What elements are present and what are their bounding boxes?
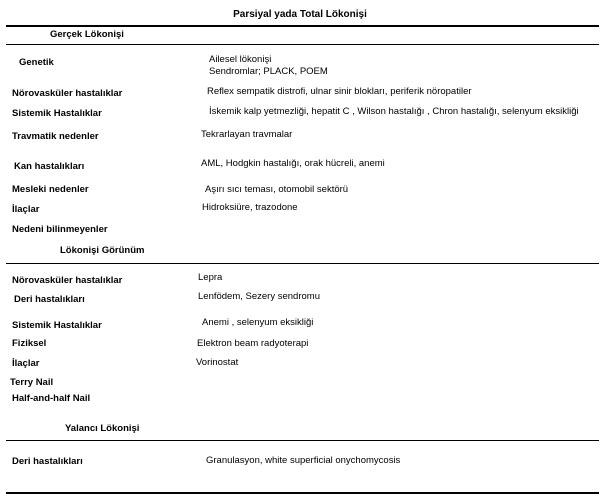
row-value: Ailesel lökonişi (209, 54, 272, 65)
section-heading-pseudo-leukonychia: Yalancı Lökonişi (65, 423, 140, 434)
row-value: Granulasyon, white superficial onychomycosis (206, 455, 401, 466)
row-label: Half-and-half Nail (12, 393, 91, 404)
row-label: Kan hastalıkları (14, 161, 85, 172)
row-label: Nedeni bilinmeyenler (12, 224, 108, 235)
section-rule (6, 44, 599, 45)
row-value: Reflex sempatik distrofi, ulnar sinir blokları, periferik nöropatiler (207, 86, 472, 97)
row-value: AML, Hodgkin hastalığı, orak hücreli, anemi (201, 158, 385, 169)
row-value: Anemi , selenyum eksikliği (202, 317, 314, 328)
row-value: Lenfödem, Sezery sendromu (198, 291, 320, 302)
row-label: Terry Nail (10, 377, 54, 388)
bottom-rule (6, 492, 599, 494)
row-value: Elektron beam radyoterapi (197, 338, 309, 349)
row-label: Genetik (19, 57, 54, 68)
section-heading-leukonychia-appearance: Lökonişi Görünüm (60, 245, 145, 256)
row-value: Vorinostat (196, 357, 239, 368)
row-label: Deri hastalıkları (12, 456, 83, 467)
row-label: İlaçlar (12, 358, 40, 369)
row-value-second-line: Sendromlar; PLACK, POEM (209, 66, 328, 77)
row-label: Sistemik Hastalıklar (12, 108, 102, 119)
top-rule (6, 25, 599, 27)
row-label: Fiziksel (12, 338, 47, 349)
section-rule (6, 263, 599, 264)
row-value: İskemik kalp yetmezliği, hepatit C , Wilson hastalığı , Chron hastalığı, selenyum eksikliği (209, 106, 579, 117)
row-label: İlaçlar (12, 204, 40, 215)
row-label: Travmatik nedenler (12, 131, 99, 142)
row-label: Deri hastalıkları (14, 294, 85, 305)
row-label: Nörovasküler hastalıklar (12, 275, 123, 286)
row-value: Lepra (198, 272, 223, 283)
row-value: Hidroksiüre, trazodone (202, 202, 298, 213)
section-heading-true-leukonychia: Gerçek Lökonişi (50, 29, 124, 40)
row-label: Sistemik Hastalıklar (12, 320, 102, 331)
row-label: Nörovasküler hastalıklar (12, 88, 123, 99)
row-value: Aşırı sıcı teması, otomobil sektörü (205, 184, 349, 195)
section-rule (6, 440, 599, 441)
row-value: Tekrarlayan travmalar (201, 129, 293, 140)
table-title: Parsiyal yada Total Lökonişi (233, 9, 367, 20)
row-label: Mesleki nedenler (12, 184, 89, 195)
